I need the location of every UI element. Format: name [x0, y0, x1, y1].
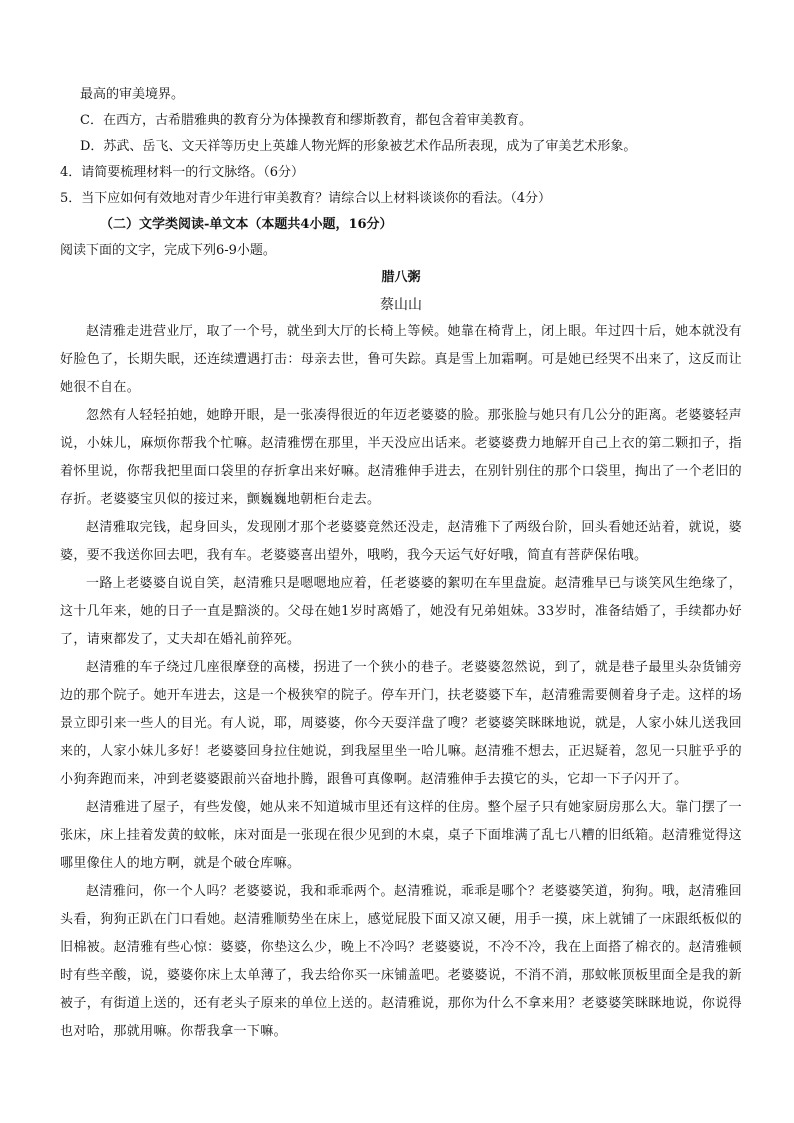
question-4: 4．请简要梳理材料一的行文脉络。（6分） [60, 165, 305, 180]
story-paragraph: 赵清雅的车子绕过几座很摩登的高楼，拐进了一个狭小的巷子。老婆婆忽然说，到了，就是巷子最里头杂货铺旁边的那个院子。她开车进去，这是一个极狭窄的院子。停车开门，扶老婆婆下车，赵清雅需要侧着身子走。这样的场景立即引来一些人的目光。有人说，耶，周婆婆，你今天耍洋盘了嗖？老婆婆笑眯眯地说，就是，人家小妹儿送我回来的，人家小妹儿多好！老婆婆回身拉住她说，到我屋里坐一哈儿嘛。赵清雅不想去，正迟疑着，忽见一只脏乎乎的小狗奔跑而来，冲到老婆婆跟前兴奋地扑腾，跟鲁可真像啊。赵清雅伸手去摸它的头，它却一下子闪开了。 [60, 660, 742, 787]
option-d: D．苏武、岳飞、文天祥等历史上英雄人物光辉的形象被艺术作品所表现，成为了审美艺术形象。 [80, 139, 637, 154]
option-b-continuation: 最高的审美境界。 [80, 87, 185, 102]
story-author: 蔡山山 [380, 297, 422, 313]
story-paragraph: 赵清雅进了屋子，有些发傻，她从来不知道城市里还有这样的住房。整个屋子只有她家厨房那么大。靠门摆了一张床，床上挂着发黄的蚊帐，床对面是一张现在很少见到的木桌，桌子下面堆满了乱七八糟的旧纸箱。赵清雅觉得这哪里像住人的地方啊，就是个破仓库嘛。 [60, 800, 742, 871]
exam-page [60, 82, 742, 1046]
section-heading: （二）文学类阅读-单文本（本题共4小题，16分） [100, 217, 393, 232]
story-paragraph: 一路上老婆婆自说自笑，赵清雅只是嗯嗯地应着，任老婆婆的絮叨在车里盘旋。赵清雅早已与谈笑风生绝缘了，这十几年来，她的日子一直是黯淡的。父母在她1岁时离婚了，她没有兄弟姐妹。33岁时，准备结婚了，手续都办好了，请柬都发了，丈夫却在婚礼前猝死。 [60, 576, 742, 647]
reading-instruction: 阅读下面的文字，完成下列6-9小题。 [60, 243, 276, 258]
question-5: 5．当下应如何有效地对青少年进行审美教育？请综合以上材料谈谈你的看法。（4分） [60, 191, 552, 206]
story-title: 腊八粥 [381, 270, 421, 285]
option-c: C．在西方，古希腊雅典的教育分为体操教育和缪斯教育，都包含着审美教育。 [80, 113, 532, 128]
story-paragraph: 赵清雅取完钱，起身回头，发现刚才那个老婆婆竟然还没走，赵清雅下了两级台阶，回头看她还站着，就说，婆婆，要不我送你回去吧，我有车。老婆婆喜出望外，哦哟，我今天运气好好哦，简直有菩萨保佑哦。 [60, 520, 742, 563]
story-paragraph: 赵清雅问，你一个人吗？老婆婆说，我和乖乖两个。赵清雅说，乖乖是哪个？老婆婆笑道，狗狗。哦，赵清雅回头看，狗狗正趴在门口看她。赵清雅顺势坐在床上，感觉屁股下面又凉又硬，用手一摸，床上就铺了一床跟纸板似的旧棉被。赵清雅有些心惊：婆婆，你垫这么少，晚上不冷吗？老婆婆说，不冷不冷，我在上面搭了棉衣的。赵清雅顿时有些辛酸，说，婆婆你床上太单薄了，我去给你买一床铺盖吧。老婆婆说，不消不消，那蚊帐顶板里面全是我的新被子，有街道上送的，还有老头子原来的单位上送的。赵清雅说，那你为什么不拿来用？老婆婆笑眯眯地说，你说得也对哈，那就用嘛。你帮我拿一下嘛。 [60, 884, 742, 1039]
story-paragraph: 赵清雅走进营业厅，取了一个号，就坐到大厅的长椅上等候。她靠在椅背上，闭上眼。年过四十后，她本就没有好脸色了，长期失眠，还连续遭遇打击：母亲去世，鲁可失踪。真是雪上加霜啊。可是她已经哭不出来了，这反而让她很不自在。 [60, 324, 742, 395]
story-paragraph: 忽然有人轻轻拍她，她睁开眼，是一张凑得很近的年迈老婆婆的脸。那张脸与她只有几公分的距离。老婆婆轻声说，小妹儿，麻烦你帮我个忙嘛。赵清雅愣在那里，半天没应出话来。老婆婆费力地解开自己上衣的第二颗扣子，指着怀里说，你帮我把里面口袋里的存折拿出来好嘛。赵清雅伸手进去，在别针别住的那个口袋里，掏出了一个老旧的存折。老婆婆宝贝似的接过来，颤巍巍地朝柜台走去。 [60, 408, 742, 507]
